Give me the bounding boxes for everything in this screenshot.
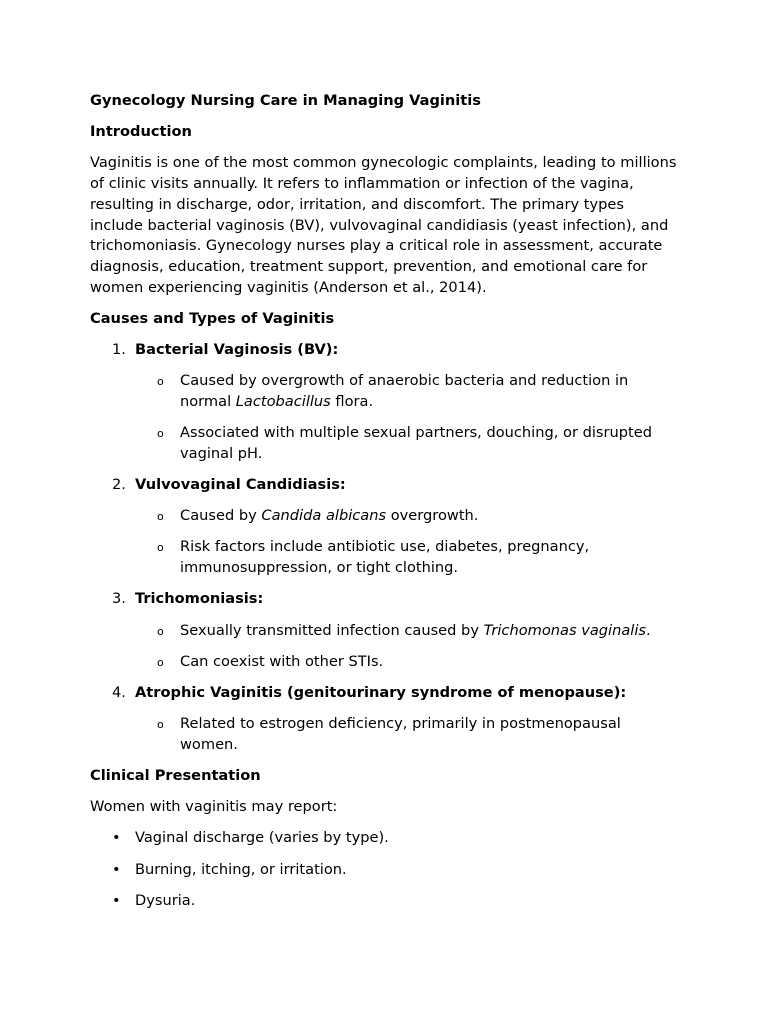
- introduction-heading: Introduction: [90, 123, 192, 141]
- symptom-item: [90, 891, 678, 912]
- sub-bullet-marker: o: [157, 718, 164, 732]
- vaginitis-types-list: [90, 340, 678, 756]
- point-text-end: flora.: [330, 392, 374, 410]
- symptom-item: [90, 860, 678, 881]
- symptom-text: Dysuria.: [135, 891, 196, 909]
- list-number: 4.: [112, 683, 126, 701]
- causes-heading: Causes and Types of Vaginitis: [90, 309, 335, 327]
- point-text-end: overgrowth.: [386, 507, 479, 525]
- vaginitis-type-point: [90, 423, 678, 464]
- document-title: Gynecology Nursing Care in Managing Vaginitis: [90, 92, 481, 109]
- point-italic-term: Trichomonas vaginalis: [483, 621, 647, 639]
- vaginitis-type-point: [90, 652, 678, 673]
- point-text: Caused by overgrowth of anaerobic bacteria and reduction in normal: [180, 372, 629, 410]
- sub-bullet-marker: o: [157, 375, 164, 389]
- point-italic-term: Candida albicans: [261, 507, 387, 525]
- sub-bullet-marker: o: [157, 510, 164, 524]
- vaginitis-type-row: [90, 683, 678, 704]
- clinical-intro-text: Women with vaginitis may report:: [90, 798, 338, 816]
- symptom-item: [90, 828, 678, 849]
- point-text-end: .: [646, 621, 651, 639]
- vaginitis-type-point: [90, 506, 678, 527]
- point-text: Caused by: [180, 507, 262, 525]
- point-text: Sexually transmitted infection caused by: [180, 621, 484, 639]
- sub-bullet-marker: o: [157, 624, 164, 638]
- list-number: 2.: [112, 476, 126, 494]
- point-text: Associated with multiple sexual partners, douching, or disrupted vaginal pH.: [180, 424, 652, 462]
- vaginitis-type-title: Vulvovaginal Candidiasis:: [135, 476, 346, 494]
- sub-bullet-marker: o: [157, 427, 164, 441]
- vaginitis-type-title: Atrophic Vaginitis (genitourinary syndrome of menopause):: [135, 683, 627, 701]
- vaginitis-type-points: [90, 714, 678, 755]
- vaginitis-type-point: [90, 537, 678, 578]
- vaginitis-type-points: [90, 621, 678, 673]
- vaginitis-type-row: [90, 475, 678, 496]
- vaginitis-type-title: Bacterial Vaginosis (BV):: [135, 341, 339, 359]
- list-number: 3.: [112, 590, 126, 608]
- bullet-marker: •: [112, 860, 121, 878]
- point-italic-term: Lactobacillus: [235, 392, 331, 410]
- symptom-text: Vaginal discharge (varies by type).: [135, 829, 389, 847]
- bullet-marker: •: [112, 829, 121, 847]
- sub-bullet-marker: o: [157, 541, 164, 555]
- vaginitis-type-item: [90, 589, 678, 672]
- vaginitis-type-point: [90, 621, 678, 642]
- bullet-marker: •: [112, 891, 121, 909]
- vaginitis-type-row: [90, 589, 678, 610]
- sub-bullet-marker: o: [157, 655, 164, 669]
- vaginitis-type-item: [90, 340, 678, 465]
- introduction-paragraph: Vaginitis is one of the most common gynecologic complaints, leading to millions of clinic visits annually. It refers to inflammation or infection of the vagina, resulting in discharge, odor, irritation, and discomfort. The primary types include bacterial vaginosis (BV), vulvovaginal candidiasis (yeast infection), and trichomoniasis. Gynecology nurses play a critical role in assessment, accurate diagnosis, education, treatment support, prevention, and emotional care for women experiencing vaginitis (Anderson et al., 2014).: [90, 154, 677, 296]
- list-number: 1.: [112, 341, 126, 359]
- point-text: Can coexist with other STIs.: [180, 652, 384, 670]
- vaginitis-type-points: [90, 371, 678, 464]
- symptom-text: Burning, itching, or irritation.: [135, 860, 347, 878]
- vaginitis-type-point: [90, 371, 678, 412]
- vaginitis-type-title: Trichomoniasis:: [135, 590, 264, 608]
- vaginitis-type-point: [90, 714, 678, 755]
- point-text: Risk factors include antibiotic use, diabetes, pregnancy, immunosuppression, or tight clothing.: [180, 538, 590, 577]
- point-text: Related to estrogen deficiency, primarily in postmenopausal women.: [180, 715, 621, 753]
- symptom-list: [90, 828, 678, 911]
- vaginitis-type-row: [90, 340, 678, 361]
- clinical-presentation-heading: Clinical Presentation: [90, 767, 261, 785]
- vaginitis-type-points: [90, 506, 678, 579]
- vaginitis-type-item: [90, 683, 678, 756]
- vaginitis-type-item: [90, 475, 678, 579]
